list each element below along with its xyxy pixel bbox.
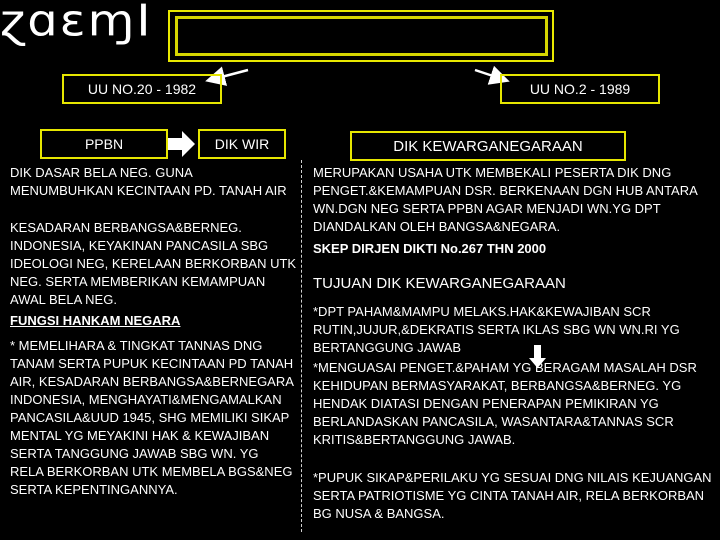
column-divider	[301, 160, 302, 532]
tujuan-heading: TUJUAN DIK KEWARGANEGARAAN	[313, 275, 566, 292]
kesadaran-text: KESADARAN BERBANGSA&BERNEG. INDONESIA, KEYAKINAN PANCASILA SBG IDEOLOGI NEG, KERELAAN BERKORBAN UTK NEG. SERTA MEMBERIKAN KEMAMPUAN AWAL BELA NEG.	[10, 220, 297, 307]
tujuan-point-3: *PUPUK SIKAP&PERILAKU YG SESUAI DNG NILAIS KEJUANGAN SERTA PATRIOTISME YG CINTA TANAH AIR, RELA BERKORBAN BG NUSA & BANGSA.	[313, 470, 712, 521]
dik-kewarganegaraan-box: DIK KEWARGANEGARAAN	[350, 131, 626, 161]
dik-dasar-text: DIK DASAR BELA NEG. GUNA MENUMBUHKAN KECINTAAN PD. TANAH AIR	[10, 165, 287, 198]
arrow-ppbn-to-dikwir	[168, 131, 195, 157]
skep-text: SKEP DIRJEN DIKTI No.267 THN 2000	[313, 241, 547, 256]
uu-1989-box: UU NO.2 - 1989	[500, 74, 660, 104]
fungsi-hankam-text: * MEMELIHARA & TINGKAT TANNAS DNG TANAM SERTA PUPUK KECINTAAN PD TANAH AIR, KESADARAN BERBANGSA&BERNEGARA INDONESIA, MENGHAYATI&MENGAMALKAN PANCASILA&UUD 1945, SHG MEMILIKI SIKAP MENTAL YG MEYAKINI HAK & KEWAJIBAN SERTA TANGGUNG JAWAB SBG WN. YG RELA BERKORBAN UTK MEMBELA BGS&NEG SERTA KEPENTINGANNYA.	[10, 338, 294, 497]
dik-wir-box: DIK WIR	[198, 129, 286, 159]
merupakan-text: MERUPAKAN USAHA UTK MEMBEKALI PESERTA DIK DNG PENGET.&KEMAMPUAN DSR. BERKENAAN DGN HUB ANTARA WN.DGN NEG SERTA PPBN AGAR MENJADI WN.YG DPT DIANDALKAN OLEH BANGSA&NEGARA.	[313, 165, 698, 234]
tujuan-point-2: *MENGUASAI PENGET.&PAHAM YG BERAGAM MASALAH DSR KEHIDUPAN BERMASYARAKAT, BERBANGSA&BERNEG. YG HENDAK DIATASI DENGAN PENERAPAN PEMIKIRAN YG BERLANDASKAN PANCASILA, WASANTARA&TANNAS SCR KRITIS&BERTANGGUNG JAWAB.	[313, 360, 697, 447]
ppbn-box: PPBN	[40, 129, 168, 159]
uu-1982-box: UU NO.20 - 1982	[62, 74, 222, 104]
logo-text: ɀɑɛɱI	[0, 0, 153, 47]
fungsi-hankam-heading: FUNGSI HANKAM NEGARA	[10, 313, 181, 328]
tujuan-point-1: *DPT PAHAM&MAMPU MELAKS.HAK&KEWAJIBAN SCR RUTIN,JUJUR,&DEKRATIS SERTA IKLAS SBG WN WN.RI YG BERTANGGUNG JAWAB	[313, 304, 680, 355]
